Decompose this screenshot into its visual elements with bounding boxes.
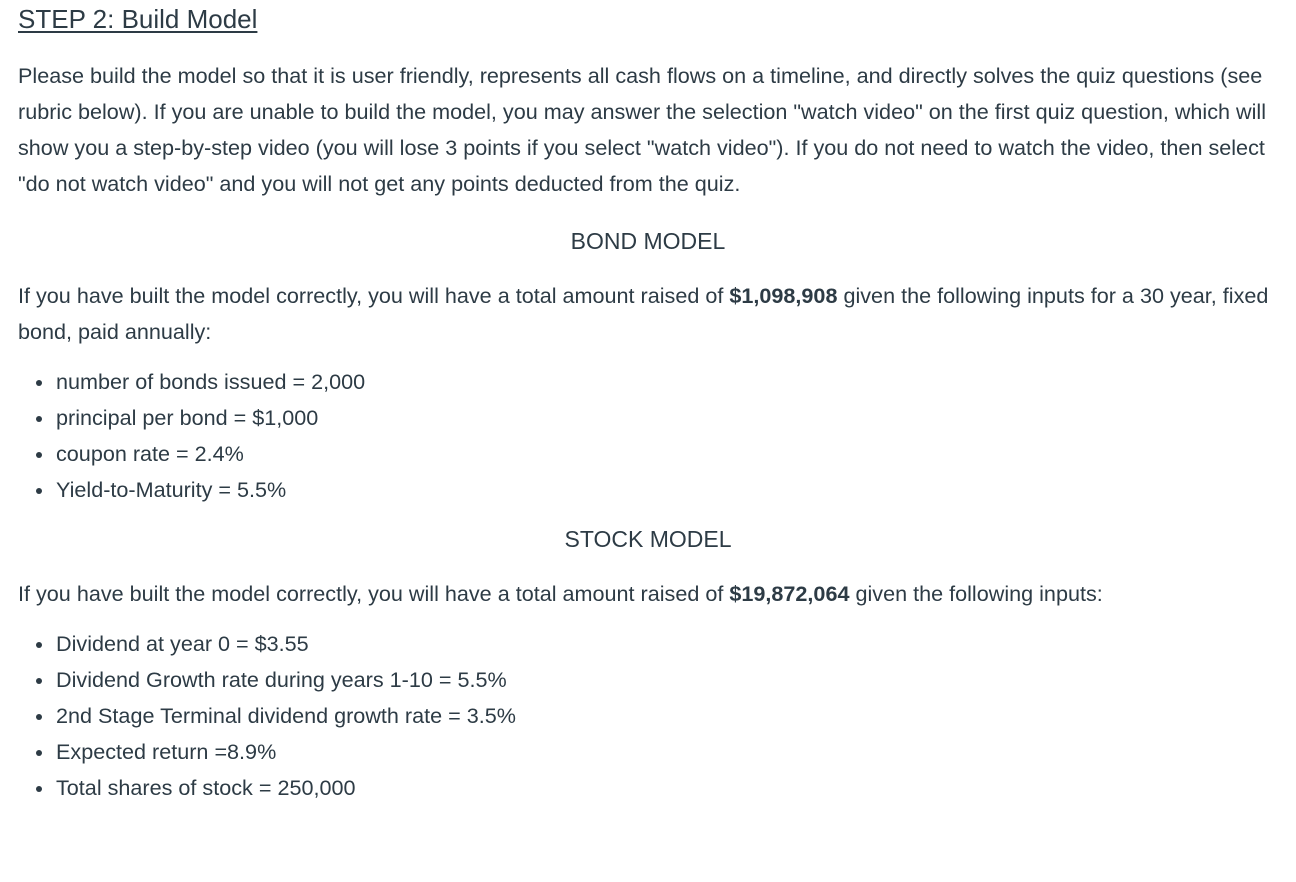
bond-text-before: If you have built the model correctly, you will have a total amount raised of — [18, 283, 730, 308]
stock-model-title: STOCK MODEL — [564, 526, 732, 552]
intro-paragraph: Please build the model so that it is user friendly, represents all cash flows on a timeline, and directly solves the quiz questions (see rubric below). If you are unable to build the model, you may answer the selection "watch video" on the first quiz question, which will show you a step-by-step video (you will lose 3 points if you select "watch video"). If you do not need to watch the video, then select "do not watch video" and you will not get any points deducted from the quiz. — [18, 63, 1267, 196]
list-item: 2nd Stage Terminal dividend growth rate = 3.5% — [56, 698, 1278, 734]
list-item: Dividend at year 0 = $3.55 — [56, 626, 1278, 662]
bond-inputs-list — [18, 364, 1278, 508]
bond-model-title: BOND MODEL — [570, 228, 726, 254]
bond-paragraph — [18, 278, 1278, 350]
stock-text-after: given the following inputs: — [849, 581, 1103, 606]
stock-text-before: If you have built the model correctly, you will have a total amount raised of — [18, 581, 730, 606]
list-item: number of bonds issued = 2,000 — [56, 364, 1278, 400]
list-item: coupon rate = 2.4% — [56, 436, 1278, 472]
list-item: Total shares of stock = 250,000 — [56, 770, 1278, 806]
bond-text-after: given the following inputs for a 30 year, fixed bond, paid annually: — [18, 283, 1269, 344]
stock-amount: $19,872,064 — [729, 581, 850, 606]
stock-paragraph — [18, 576, 1278, 612]
list-item: principal per bond = $1,000 — [56, 400, 1278, 436]
bond-amount: $1,098,908 — [729, 283, 838, 308]
step-title: STEP 2: Build Model — [18, 4, 258, 34]
stock-inputs-list — [18, 626, 1278, 806]
list-item: Yield-to-Maturity = 5.5% — [56, 472, 1278, 508]
list-item: Expected return =8.9% — [56, 734, 1278, 770]
list-item: Dividend Growth rate during years 1-10 = 5.5% — [56, 662, 1278, 698]
